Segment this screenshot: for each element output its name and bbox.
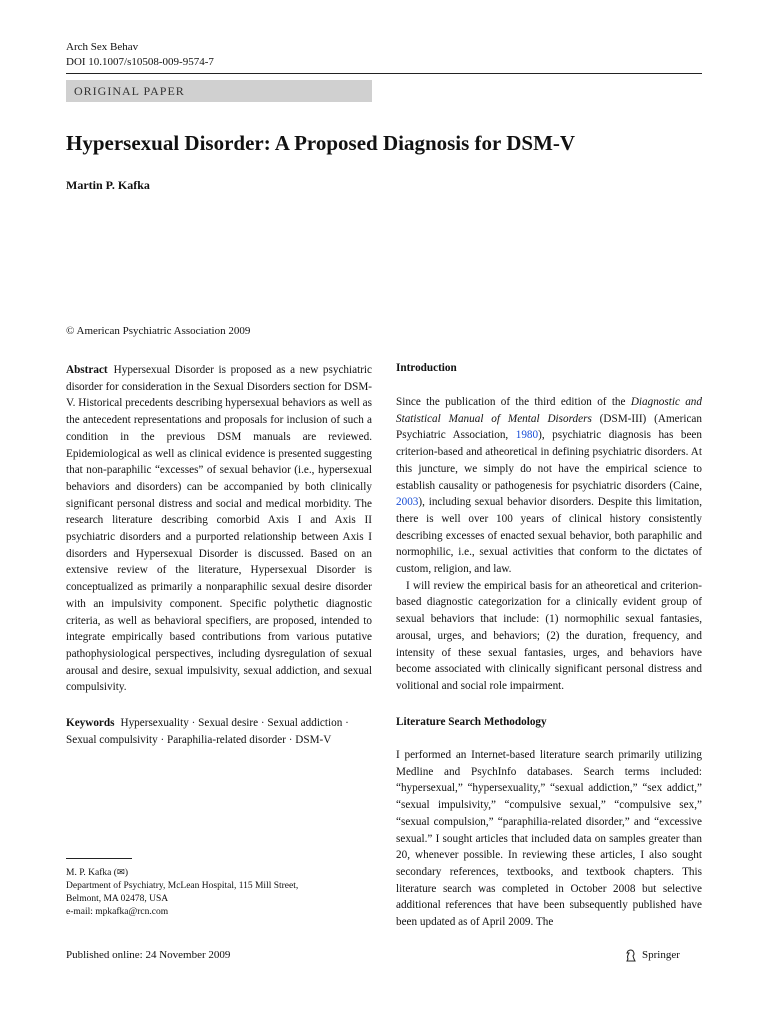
literature-paragraph: I performed an Internet-based literature search primarily utilizing Medline and PsychInfo databases. Search terms included: “hypersexual,” “hypersexuality,” “sexual addiction,” “sex addict,” “sexual impulsivity,” “compulsive sexual,” “compulsive sex,” “sexual compulsion,” “paraphilia-related disorder,” and “excessive sexual.” I sought articles that included data on samples greater than 20, whenever possible. In reviewing these articles, I also sought secondary references, textbooks, and textbook chapters. This literature search was completed in October 2008 but selective additional references that have been subsequently published have been updated as of April 2009. The xyxy=(396,749,702,929)
doi: DOI 10.1007/s10508-009-9574-7 xyxy=(66,56,214,68)
article-title: Hypersexual Disorder: A Proposed Diagnosis for DSM-V xyxy=(66,131,576,155)
footnote-rule xyxy=(66,858,132,859)
citation-link[interactable]: 2003 xyxy=(396,496,419,509)
keywords-label: Keywords xyxy=(66,717,115,729)
keywords xyxy=(66,715,372,748)
literature-search-heading: Literature Search Methodology xyxy=(396,716,547,728)
intro-text: ), psychiatric diagnosis has been criterion-based and atheoretical in defining psychiatric disorders. At this juncture, we simply do not have the empirical science to establish causality or pathogenesis for psychiatric disorders (Caine, xyxy=(396,429,702,492)
keywords-text: Hypersexuality · Sexual desire · Sexual addiction · Sexual compulsivity · Paraphilia-related disorder · DSM-V xyxy=(66,717,349,746)
introduction-heading: Introduction xyxy=(396,362,457,374)
manual-title: Diagnostic and Statistical Manual of Mental Disorders xyxy=(396,396,702,425)
publisher-name: Springer xyxy=(642,949,680,961)
address-line: Belmont, MA 02478, USA xyxy=(66,894,169,904)
header-rule xyxy=(66,73,702,74)
copyright-line: © American Psychiatric Association 2009 xyxy=(66,325,251,337)
abstract-label: Abstract xyxy=(66,364,108,376)
email-line[interactable]: e-mail: mpkafka@rcn.com xyxy=(66,907,169,917)
literature-search-body xyxy=(396,747,702,931)
intro-paragraph-2: I will review the empirical basis for an atheoretical and criterion-based diagnostic categorization for a clinically evident group of sexual behaviors that include: (1) normophilic sexual fantasies, arousal, urges, and behaviors; (2) the duration, frequency, and intensity of these sexual fantasies, urges, and behaviors have become associated with clinically significant personal distress and volitional and social role impairment. xyxy=(396,579,702,692)
intro-text: (DSM-III) (American Psychiatric Association, xyxy=(396,412,702,442)
abstract xyxy=(66,362,372,696)
citation-link[interactable]: 1980 xyxy=(515,429,539,442)
springer-chess-knight-icon xyxy=(624,948,638,962)
author-affiliation-footnote xyxy=(66,867,372,919)
introduction-body xyxy=(396,394,702,695)
published-date: Published online: 24 November 2009 xyxy=(66,949,231,961)
intro-text: Since the publication of the third edition of the xyxy=(396,396,631,408)
corresponding-author: M. P. Kafka (✉) xyxy=(66,868,129,878)
article-type-ribbon: ORIGINAL PAPER xyxy=(66,80,372,102)
journal-name: Arch Sex Behav xyxy=(66,41,139,53)
author-name: Martin P. Kafka xyxy=(66,178,150,192)
intro-text: ), including sexual behavior disorders. Despite this limitation, there is well over 100 years of clinical history consistently describing excesses of enacted sexual behavior, both paraphilic and normophilic, i.e., sexual activities that conform to the dictates of custom, religion, and law. xyxy=(396,496,702,576)
publisher-logo xyxy=(624,948,680,962)
abstract-text: Hypersexual Disorder is proposed as a new psychiatric disorder for consideration in the Sexual Disorders section for DSM-V. Historical precedents describing hypersexual behaviors as well as the antecedent representations and proposals for inclusion of such a condition in the previous DSM manuals are reviewed. Epidemiological as well as clinical evidence is presented suggesting that non-paraphilic “excesses” of sexual behavior (i.e., hypersexual behaviors and disorders) can be accompanied by both clinically significant personal distress and social and medical morbidity. The research literature describing comorbid Axis I and Axis II psychiatric disorders and a purported relationship between Axis I disorders and Hypersexual Disorder is discussed. Based on an extensive review of the literature, Hypersexual Disorder is conceptualized as primarily a nonparaphilic sexual desire disorder with an impulsivity component. Specific polythetic diagnostic criteria, as well as behavioral specifiers, are proposed, intended to integrate empirically based contributions from various putative pathophysiological perspectives, including dysregulation of sexual arousal and desire, sexual impulsivity, sexual addiction, and sexual compulsivity. xyxy=(66,364,372,694)
affiliation-line: Department of Psychiatry, McLean Hospital, 115 Mill Street, xyxy=(66,881,299,891)
